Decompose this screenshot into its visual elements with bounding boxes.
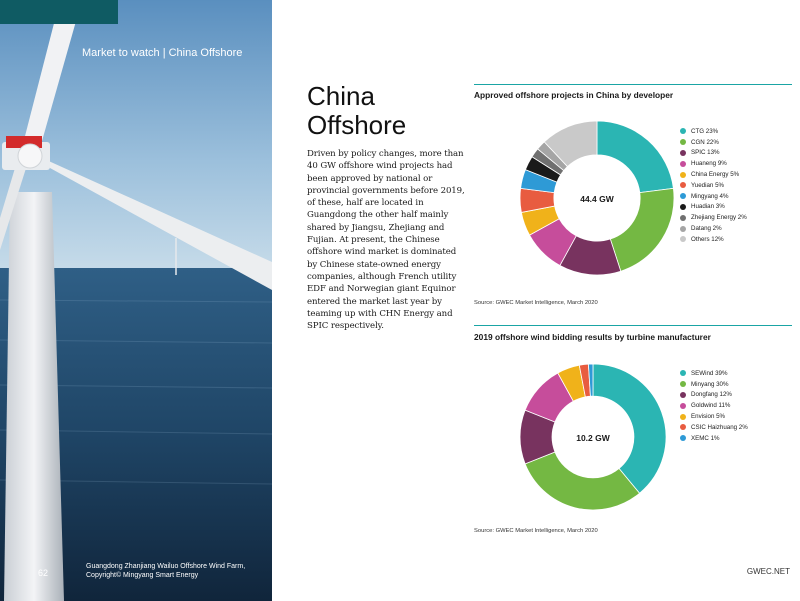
chart-2-top-rule	[474, 325, 792, 326]
chart-1-legend-item	[680, 158, 747, 169]
legend-label: Mingyang 4%	[691, 192, 729, 200]
page-number: 62	[38, 568, 49, 578]
chart-2-center-label: 10.2 GW	[576, 433, 610, 443]
chart-1-legend-item	[680, 169, 747, 180]
legend-label: CTG 23%	[691, 127, 719, 135]
legend-swatch	[680, 161, 686, 167]
legend-label: CGN 22%	[691, 138, 719, 146]
legend-swatch	[680, 403, 686, 409]
chart-1-top-rule	[474, 84, 792, 85]
legend-label: CSIC Haizhuang 2%	[691, 423, 748, 431]
legend-swatch	[680, 226, 686, 232]
chart-2-donut	[519, 363, 667, 511]
legend-swatch	[680, 204, 686, 210]
chart-2-legend-item	[680, 422, 748, 433]
legend-label: Huadian 3%	[691, 203, 725, 211]
legend-swatch	[680, 424, 686, 430]
chart-2-legend-item	[680, 400, 748, 411]
chart-2-legend	[680, 368, 748, 444]
legend-swatch	[680, 128, 686, 134]
legend-label: Minyang 30%	[691, 380, 729, 388]
legend-label: SPIC 13%	[691, 149, 720, 157]
legend-label: Envision 5%	[691, 413, 726, 421]
chart-1-legend-item	[680, 212, 747, 223]
chart-1-slice-ctg	[597, 121, 673, 193]
chart-1-legend-item	[680, 202, 747, 213]
page-title	[307, 82, 406, 140]
chart-2-slice-minyang	[525, 452, 639, 510]
legend-swatch	[680, 182, 686, 188]
corner-tab	[0, 0, 118, 24]
chart-1-title: Approved offshore projects in China by developer	[474, 90, 674, 100]
chart-2-legend-item	[680, 368, 748, 379]
chart-1-legend-item	[680, 191, 747, 202]
chart-1-legend-item	[680, 180, 747, 191]
legend-swatch	[680, 172, 686, 178]
legend-label: Huaneng 9%	[691, 160, 727, 168]
chart-2-title: 2019 offshore wind bidding results by turbine manufacturer	[474, 332, 711, 342]
chart-1-legend-item	[680, 234, 747, 245]
legend-swatch	[680, 215, 686, 221]
legend-label: Datang 2%	[691, 225, 722, 233]
legend-swatch	[680, 392, 686, 398]
chart-1-legend-item	[680, 223, 747, 234]
legend-swatch	[680, 414, 686, 420]
legend-label: Zhejiang Energy 2%	[691, 214, 747, 222]
turbine-photo	[0, 0, 272, 601]
chart-1-slice-cgn	[610, 188, 674, 271]
page-title-line-2: Offshore	[307, 110, 407, 140]
turbine-photo-illustration	[0, 0, 272, 601]
legend-swatch	[680, 236, 686, 242]
chart-1-center-label: 44.4 GW	[580, 194, 614, 204]
chart-1-legend-item	[680, 148, 747, 159]
legend-label: Others 12%	[691, 235, 724, 243]
chart-1-legend-item	[680, 126, 747, 137]
legend-swatch	[680, 435, 686, 441]
legend-label: SEWind 39%	[691, 369, 728, 377]
legend-swatch	[680, 370, 686, 376]
chart-1-legend	[680, 126, 747, 245]
section-heading: Market to watch | China Offshore	[82, 47, 243, 59]
chart-2-source: Source: GWEC Market Intelligence, March 2020	[474, 528, 598, 534]
legend-swatch	[680, 381, 686, 387]
chart-2-legend-item	[680, 379, 748, 390]
legend-swatch	[680, 193, 686, 199]
chart-2-legend-item	[680, 433, 748, 444]
page-title-line-1: China	[307, 81, 375, 111]
chart-1-source: Source: GWEC Market Intelligence, March 2020	[474, 300, 598, 306]
legend-swatch	[680, 150, 686, 156]
legend-label: XEMC 1%	[691, 434, 720, 442]
photo-caption: Guangdong Zhanjiang Wailuo Offshore Wind Farm, Copyright© Mingyang Smart Energy	[86, 563, 246, 579]
legend-swatch	[680, 139, 686, 145]
chart-2-legend-item	[680, 390, 748, 401]
body-paragraph: Driven by policy changes, more than 40 GW offshore wind projects had been approved by national or provincial governments before 2019, of these, half are located in Guangdong the other half mainly shared by Jiangsu, Zhejiang and Fujian. At present, the Chinese offshore wind market is dominated by Chinese state-owned energy companies, although French utility EDF and Norwegian giant Equinor entered the market last year by teaming up with CHN Energy and SPIC respectively.	[307, 149, 465, 332]
chart-2-legend-item	[680, 411, 748, 422]
chart-2-slice-sewind	[593, 364, 666, 493]
legend-label: Dongfang 12%	[691, 391, 732, 399]
legend-label: Yuedian 5%	[691, 181, 725, 189]
legend-label: China Energy 5%	[691, 171, 740, 179]
legend-label: Goldwind 11%	[691, 402, 731, 410]
chart-1-legend-item	[680, 137, 747, 148]
footer-site: GWEC.NET	[746, 567, 790, 576]
chart-1-donut	[519, 120, 675, 276]
